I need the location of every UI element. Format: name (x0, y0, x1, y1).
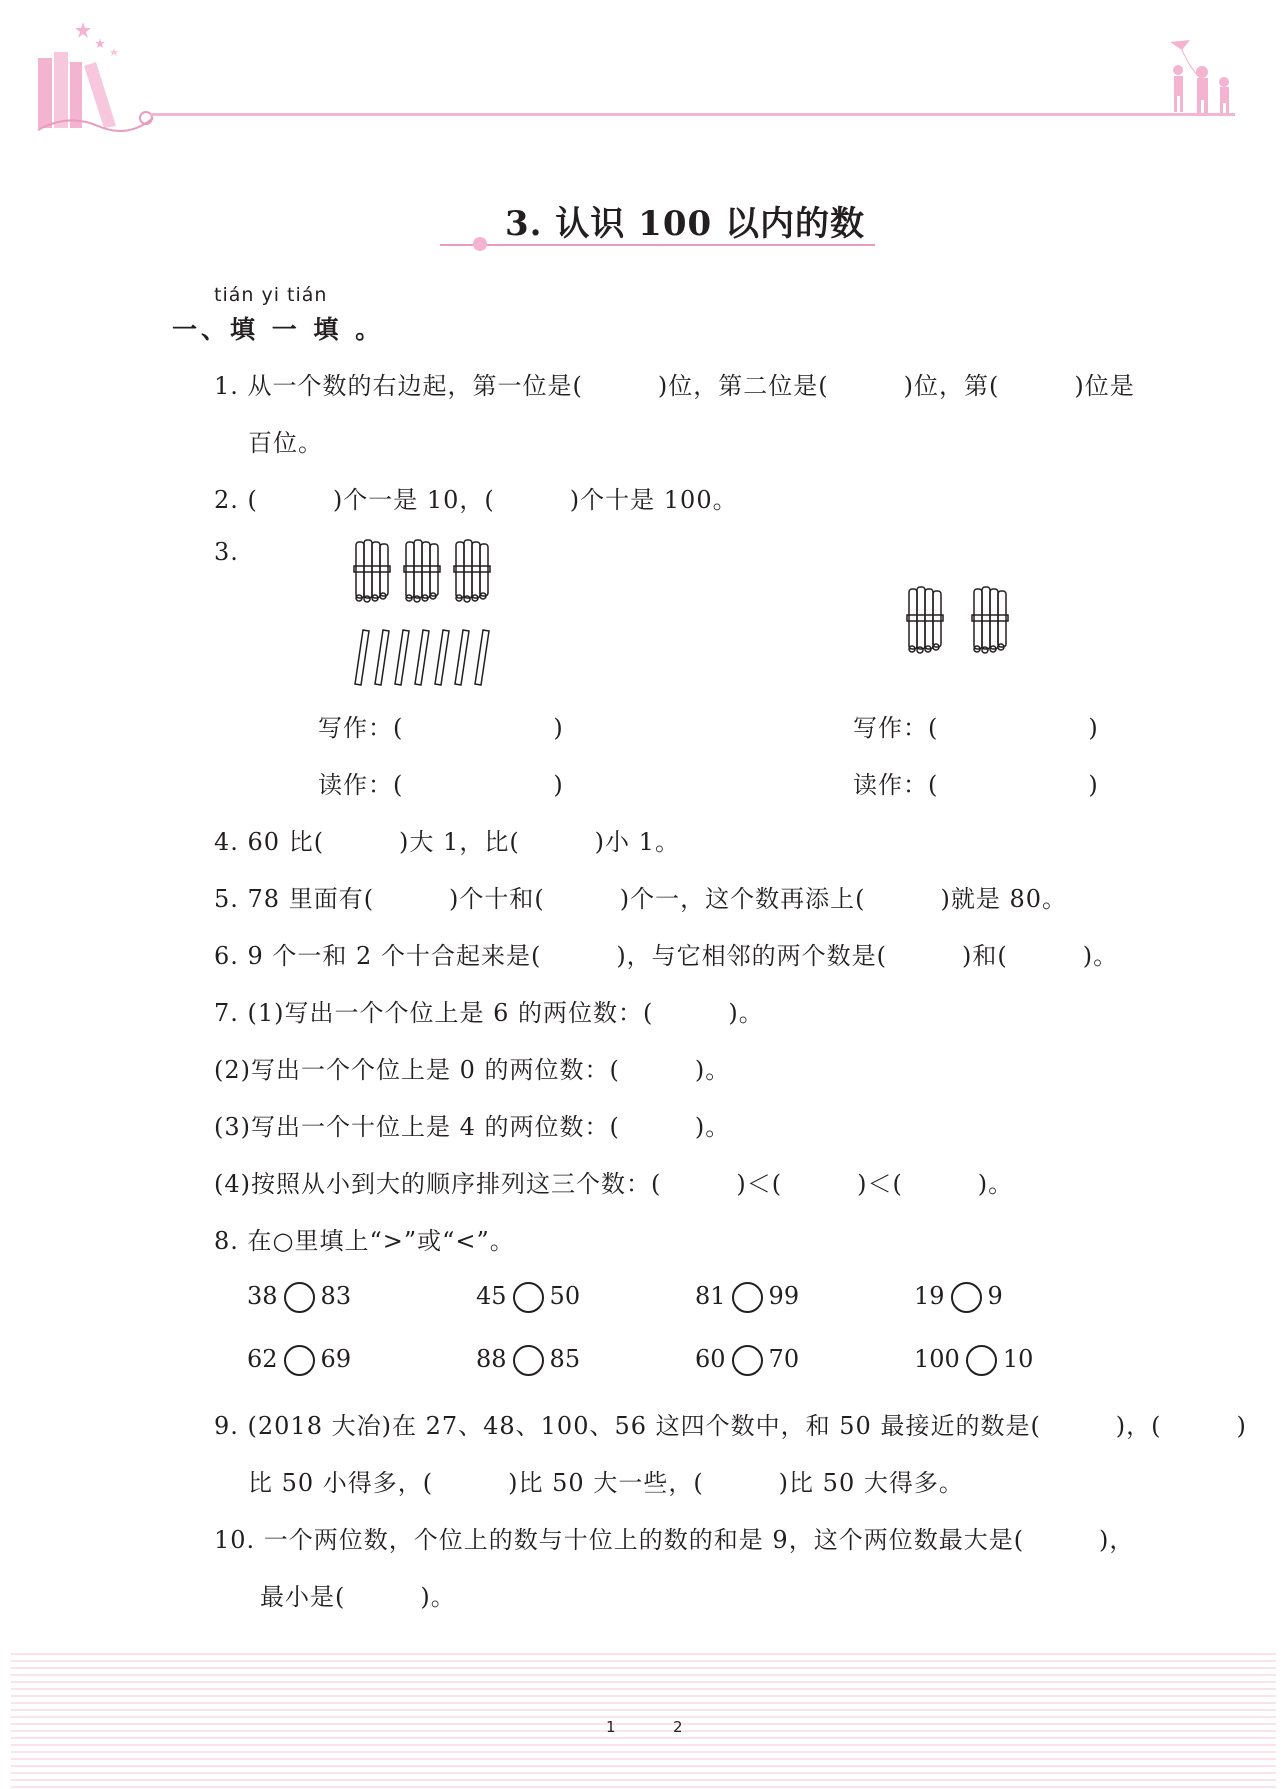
stick-bundles-20-illustration (898, 580, 1028, 670)
comparison-right: 70 (768, 1345, 800, 1373)
comparison-left: 60 (695, 1345, 726, 1373)
comparison-item (476, 1345, 580, 1376)
question-10-line-2: 最小是( )。 (260, 1583, 456, 1611)
footer-stripes (11, 1653, 1276, 1789)
q3-right-read: 读作：( ) (853, 771, 1099, 799)
q3-left-write: 写作：( ) (318, 714, 564, 742)
comparison-item (695, 1345, 799, 1376)
comparison-item (914, 1282, 1003, 1313)
comparison-item (247, 1282, 351, 1313)
compare-circle[interactable] (951, 1282, 982, 1313)
children-kite-icon (1160, 38, 1240, 118)
comparison-right: 10 (1002, 1345, 1034, 1373)
question-2: 2. ( )个一是 10，( )个十是 100。 (214, 486, 738, 514)
page-number-left: 1 (606, 1718, 616, 1736)
question-1-line-1: 1. 从一个数的右边起，第一位是( )位，第二位是( )位，第( )位是 (214, 372, 1135, 400)
comparison-right: 85 (549, 1345, 581, 1373)
question-7-part-3: (3)写出一个十位上是 4 的两位数：( )。 (214, 1113, 731, 1141)
compare-circle[interactable] (732, 1345, 763, 1376)
comparison-left: 38 (247, 1282, 278, 1310)
header-book-logo (28, 18, 158, 133)
comparison-right: 83 (320, 1282, 352, 1310)
compare-circle[interactable] (284, 1282, 315, 1313)
comparison-item (914, 1345, 1033, 1376)
comparison-right: 99 (768, 1282, 800, 1310)
question-9-line-1: 9. (2018 大冶)在 27、48、100、56 这四个数中，和 50 最接近的数是( )，( ) (214, 1412, 1247, 1440)
section-heading: 一、填 一 填 。 (172, 315, 385, 344)
comparison-left: 81 (695, 1282, 726, 1310)
comparison-left: 100 (914, 1345, 960, 1373)
comparison-left: 62 (247, 1345, 278, 1373)
question-1-line-2: 百位。 (248, 429, 323, 457)
section-pinyin: tián yi tián (214, 284, 328, 306)
question-7-part-4: (4)按照从小到大的顺序排列这三个数：( )＜( )＜( )。 (214, 1170, 1014, 1198)
header-rule (150, 113, 1235, 116)
question-10-line-1: 10. 一个两位数，个位上的数与十位上的数的和是 9，这个两位数最大是( )， (214, 1526, 1135, 1554)
question-4: 4. 60 比( )大 1，比( )小 1。 (214, 828, 680, 856)
page-number-right: 2 (673, 1718, 683, 1736)
question-5: 5. 78 里面有( )个十和( )个一，这个数再添上( )就是 80。 (214, 885, 1068, 913)
comparison-item (695, 1282, 799, 1313)
compare-circle[interactable] (513, 1282, 544, 1313)
comparison-left: 88 (476, 1345, 507, 1373)
comparison-right: 50 (549, 1282, 581, 1310)
stick-bundles-37-illustration (345, 538, 515, 693)
title-dot (473, 237, 487, 251)
compare-circle[interactable] (966, 1345, 997, 1376)
comparison-right: 9 (987, 1282, 1003, 1310)
comparison-item (476, 1282, 580, 1313)
comparison-left: 19 (914, 1282, 945, 1310)
page-title: 3. 认识 100 以内的数 (505, 204, 865, 244)
question-7-part-2: (2)写出一个个位上是 0 的两位数：( )。 (214, 1056, 731, 1084)
question-6: 6. 9 个一和 2 个十合起来是( )，与它相邻的两个数是( )和( )。 (214, 942, 1119, 970)
question-7-part-1: 7. (1)写出一个个位上是 6 的两位数：( )。 (214, 999, 764, 1027)
q3-right-write: 写作：( ) (853, 714, 1099, 742)
question-9-line-2: 比 50 小得多，( )比 50 大一些，( )比 50 大得多。 (248, 1469, 964, 1497)
question-8: 8. 在○里填上“>”或“<”。 (214, 1227, 515, 1255)
comparison-right: 69 (320, 1345, 352, 1373)
comparison-left: 45 (476, 1282, 507, 1310)
q3-left-read: 读作：( ) (318, 771, 564, 799)
title-underline (440, 244, 875, 246)
compare-circle[interactable] (513, 1345, 544, 1376)
comparison-item (247, 1345, 351, 1376)
compare-circle[interactable] (732, 1282, 763, 1313)
compare-circle[interactable] (284, 1345, 315, 1376)
question-3-number: 3. (214, 538, 239, 566)
